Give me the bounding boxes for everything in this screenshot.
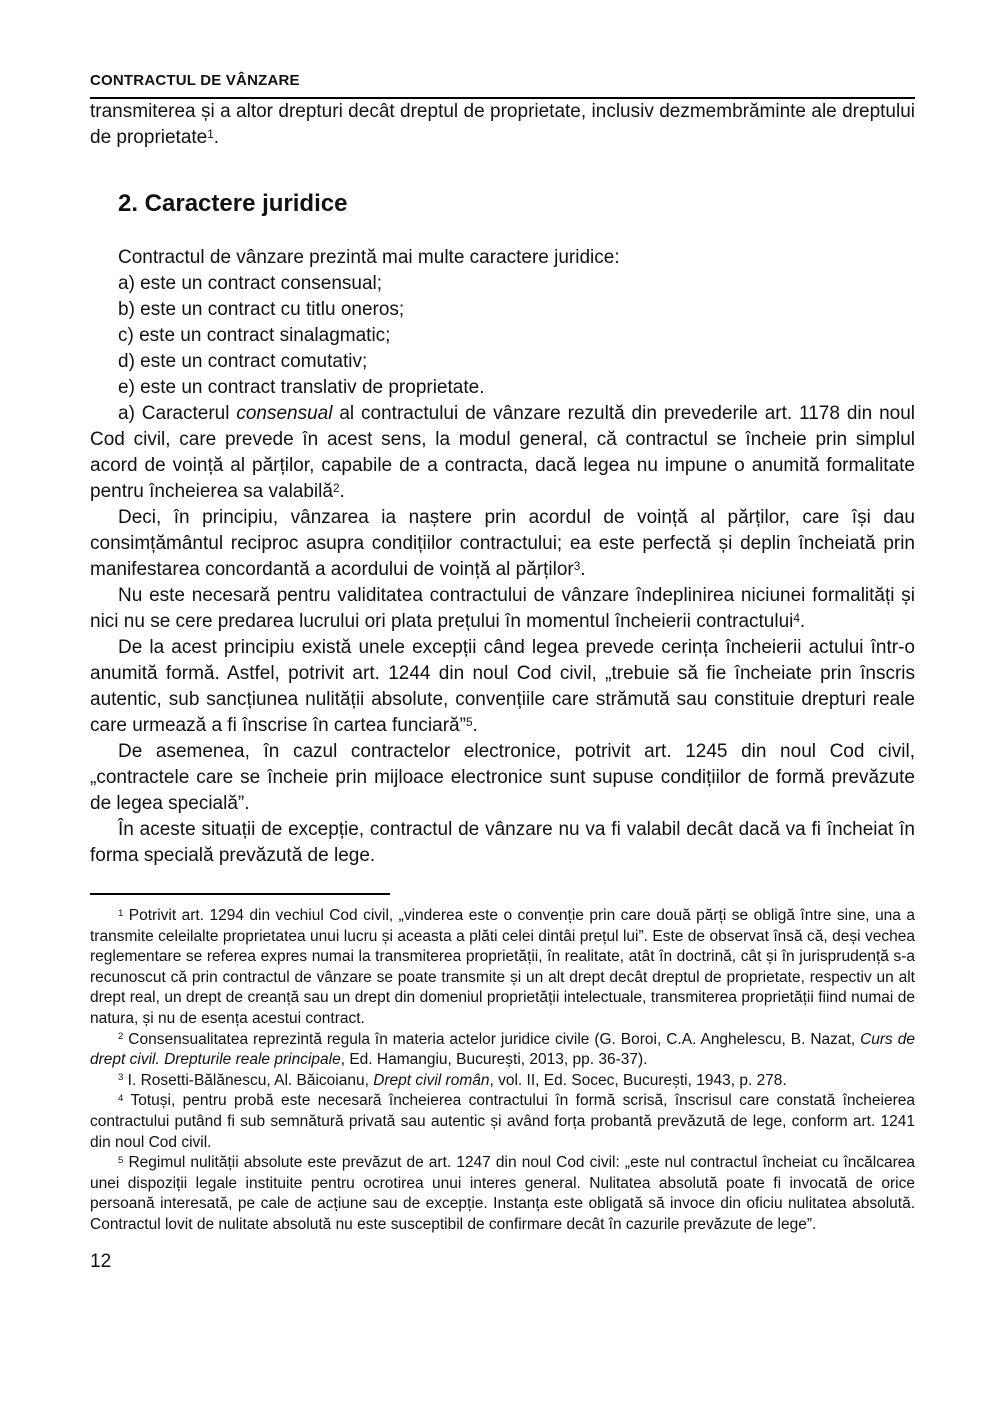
- paragraph-nu-este: [90, 583, 915, 635]
- footnote-1-text: Potrivit art. 1294 din vechiul Cod civil, „vinderea este o convenție prin care două părți se obligă între sine, una a transmite celeilalte proprietatea unui lucru și aceasta a plăti celei dintâi prețul lui”. Este de observat însă că, deși vechea reglementare se referea expres numai la transmiterea proprietății, în realitate, atât în doctrină, cât și în jurisprudență s-a recunoscut că prin contractul de vânzare se poate transmite și un alt drept decât dreptul de proprietate, respectiv un alt drept real, un drept de creanță sau un drept din domeniul proprietății intelectuale, transmiterea proprietății fiind numai de natura, și nu de esența acestui contract.: [90, 907, 915, 1027]
- paragraph-consensual-post: al contractului de vânzare rezultă din prevederile art. 1178 din noul Cod civil, care prevede în acest sens, la modul general, că contractul se încheie prin simplul acord de voință al părților, capabile de a contracta, dacă legea nu impune o anumită formalitate pentru încheierea sa valabilă: [90, 403, 915, 502]
- paragraph-continuation-text: transmiterea și a altor drepturi decât dreptul de proprietate, inclusiv dezmembrăminte ale dreptului de proprietate: [90, 101, 915, 148]
- paragraph-deci: [90, 505, 915, 583]
- body-text: [90, 99, 915, 869]
- footnotes-section: [90, 893, 915, 1236]
- footnote-3: [90, 1071, 915, 1092]
- list-item-e: e) este un contract translativ de proprietate.: [118, 377, 485, 398]
- paragraph-continuation-tail: .: [213, 127, 220, 148]
- running-header: [90, 0, 915, 99]
- footnote-ref-4: 4: [793, 611, 800, 625]
- footnote-4: [90, 1091, 915, 1153]
- list-item-d: d) este un contract comutativ;: [118, 351, 368, 372]
- paragraph-exceptii-text: De la acest principiu există unele excepții când legea prevede cerința încheierii actului într-o anumită formă. Astfel, potrivit art. 1244 din noul Cod civil, „trebuie să fie încheiate prin înscris autentic, sub sancțiunea nulității absolute, convențiile care strămută sau constituie drepturi reale care urmează a fi înscrise în cartea funciară”: [90, 637, 915, 736]
- footnote-1: [90, 906, 915, 1030]
- paragraph-situatii: În aceste situații de excepție, contractul de vânzare nu va fi valabil decât dacă va fi încheiat în forma specială prevăzută de lege.: [90, 819, 915, 866]
- paragraph-consensual-pre: a) Caracterul: [118, 403, 237, 424]
- list-item-c: c) este un contract sinalagmatic;: [118, 325, 391, 346]
- footnote-ref-5: 5: [465, 715, 473, 729]
- paragraph-consensual: [90, 401, 915, 505]
- footnote-3-pre: I. Rosetti-Bălănescu, Al. Băicoianu,: [123, 1071, 374, 1089]
- list-item-a: a) este un contract consensual;: [118, 273, 383, 294]
- footnote-4-number: 4: [118, 1093, 124, 1105]
- footnote-5-number: 5: [118, 1154, 124, 1166]
- footnote-5-text: Regimul nulității absolute este prevăzut de art. 1247 din noul Cod civil: „este nul contractul încheiat cu încălcarea unei dispoziții legale instituite pentru ocrotirea unui interes general. Nulitatea absolută poate fi invocată de orice persoană interesată, pe cale de acțiune sau de excepție. Instanța este obligată să invoce din oficiu nulitatea absolută. Contractul lovit de nulitate absolută nu este susceptibil de confirmare decât în cazurile prevăzute de lege”.: [90, 1154, 915, 1233]
- footnote-separator: [90, 893, 390, 895]
- paragraph-exceptii-tail: .: [472, 715, 478, 736]
- paragraph-deci-text: Deci, în principiu, vânzarea ia naștere prin acordul de voință al părților, care își dau consimțământul reciproc asupra condițiilor contractului; ea este perfectă și deplin încheiată prin manifestarea concordantă a acordului de voință al părților: [90, 507, 915, 580]
- section-heading: 2. Caractere juridice: [118, 190, 348, 217]
- footnote-2-post: , Ed. Hamangiu, București, 2013, pp. 36-37).: [340, 1051, 648, 1069]
- paragraph-electronice: De asemenea, în cazul contractelor electronice, potrivit art. 1245 din noul Cod civil, „contractele care se încheie prin mijloace electronice sunt supuse condițiilor de formă prevăzute de legea specială”.: [90, 741, 915, 814]
- paragraph-exceptii: [90, 635, 915, 739]
- paragraph-nu-este-text: Nu este necesară pentru validitatea contractului de vânzare îndeplinirea niciunei formalități și nici nu se cere predarea lucrului ori plata prețului în momentul încheierii contractului: [90, 585, 915, 632]
- footnote-2-number: 2: [118, 1031, 124, 1043]
- footnote-ref-2: 2: [332, 481, 340, 495]
- footnote-5: [90, 1153, 915, 1235]
- footnote-3-book-title: Drept civil român: [373, 1071, 490, 1089]
- italic-term-consensual: consensual: [236, 403, 333, 424]
- footnote-1-number: 1: [118, 907, 124, 919]
- footnote-2: [90, 1030, 915, 1071]
- footnote-2-book-title: Curs de drept civil. Drepturile reale principale: [90, 1030, 915, 1069]
- footnote-ref-1: 1: [207, 127, 214, 141]
- footnote-ref-3: 3: [573, 559, 581, 573]
- footnote-2-pre: Consensualitatea reprezintă regula în materia actelor juridice civile (G. Boroi, C.A. Anghelescu, B. Nazat,: [123, 1030, 861, 1048]
- characteristics-list: [90, 271, 915, 401]
- footnote-4-text: Totuși, pentru probă este necesară încheierea contractului în formă scrisă, înscrisul care constată încheierea contractului putând fi sub semnătură privată sau autentic și având forța probantă prevăzută de lege, conform art. 1241 din noul Cod civil.: [90, 1092, 915, 1151]
- paragraph-continuation: [90, 99, 915, 151]
- paragraph-consensual-tail: .: [339, 481, 345, 502]
- footnote-3-number: 3: [118, 1072, 124, 1084]
- paragraph-nu-este-tail: .: [799, 611, 806, 632]
- list-item-b: b) este un contract cu titlu oneros;: [118, 299, 405, 320]
- paragraph-deci-tail: .: [580, 559, 586, 580]
- paragraph-intro: Contractul de vânzare prezintă mai multe caractere juridice:: [118, 247, 620, 268]
- running-header-title: CONTRACTUL DE VÂNZARE: [90, 72, 300, 89]
- page-number: 12: [90, 1250, 112, 1272]
- footnote-3-post: , vol. II, Ed. Socec, București, 1943, p. 278.: [489, 1071, 787, 1089]
